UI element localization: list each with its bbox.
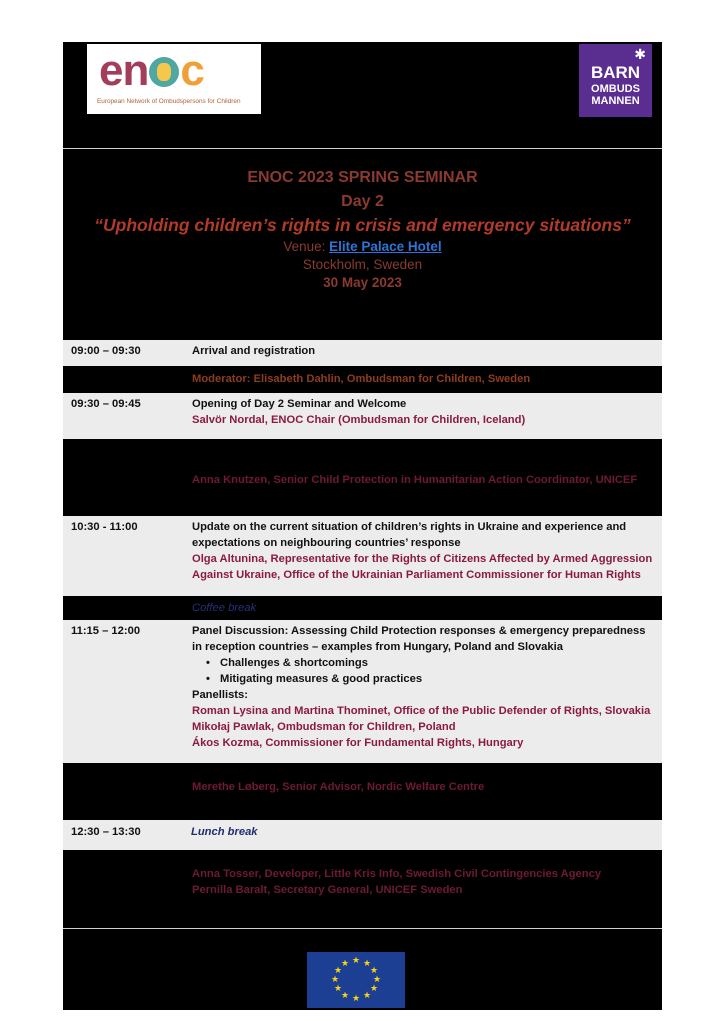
title-block <box>63 149 662 339</box>
row-speaker: Anna Knutzen, Senior Child Protection in Humanitarian Action Coordinator, UNICEF <box>192 474 638 486</box>
date: 30 May 2023 <box>323 275 402 290</box>
row-title: Update on the current situation of children’s rights in Ukraine and experience and expectations on neighbouring countries’ response <box>192 521 627 549</box>
enoc-logo-mark: en c <box>99 46 204 95</box>
panellist: Roman Lysina and Martina Thominet, Office of the Public Defender of Rights, Slovakia <box>192 705 651 717</box>
divider <box>63 928 662 929</box>
row-speaker: Salvör Nordal, ENOC Chair (Ombudsman for Children, Iceland) <box>192 414 526 426</box>
panel-topics <box>192 655 654 687</box>
row-speaker: Pernilla Baralt, Secretary General, UNICEF Sweden <box>192 884 463 896</box>
schedule-row-ukraine <box>63 516 662 596</box>
venue-link[interactable]: Elite Palace Hotel <box>329 239 442 254</box>
day-label: Day 2 <box>341 193 384 210</box>
row-title: Opening of Day 2 Seminar and Welcome <box>192 398 407 410</box>
row-time: 11:15 – 12:00 <box>71 625 141 637</box>
row-content <box>192 519 654 583</box>
location: Stockholm, Sweden <box>302 257 423 272</box>
schedule-row-panel <box>63 620 662 763</box>
row-time: 12:30 – 13:30 <box>71 826 141 838</box>
moderator-row <box>63 366 662 392</box>
row-content <box>192 396 654 428</box>
barn-logo-line3: MANNEN <box>591 95 640 107</box>
coffee-break-row <box>63 596 662 620</box>
coffee-break-text: Coffee break <box>192 602 257 614</box>
row-title: Arrival and registration <box>192 345 316 357</box>
panellists-label: Panellists: <box>192 689 248 701</box>
barnombudsmannen-logo <box>579 44 652 117</box>
venue-label: Venue: <box>283 239 330 254</box>
row-content <box>192 623 654 751</box>
star-icon: ✱ <box>634 46 646 62</box>
schedule-row-final <box>63 850 662 928</box>
row-speakers <box>192 866 654 898</box>
enoc-logo-subtitle: European Network of Ombudspersons for Children <box>97 98 241 105</box>
venue <box>63 239 662 254</box>
eu-flag-icon: ★ ★ ★ ★ ★ ★ ★ ★ ★ ★ ★ ★ <box>307 952 405 1008</box>
programme-page <box>63 42 662 1010</box>
row-speaker: Anna Tosser, Developer, Little Kris Info, Swedish Civil Contingencies Agency <box>192 868 602 880</box>
schedule-row-knutzen <box>63 440 662 516</box>
list-item: • Mitigating measures & good practices <box>220 671 654 687</box>
schedule-row-opening <box>63 393 662 439</box>
row-time: 09:00 – 09:30 <box>71 345 141 357</box>
row-time: 09:30 – 09:45 <box>71 398 141 410</box>
enoc-logo <box>87 44 261 114</box>
list-item: • Challenges & shortcomings <box>220 655 654 671</box>
panellist: Mikołaj Pawlak, Ombudsman for Children, Poland <box>192 721 456 733</box>
schedule-row-loberg <box>63 763 662 820</box>
seminar-theme: “Upholding children’s rights in crisis and emergency situations” <box>94 215 631 235</box>
row-speaker: Merethe Løberg, Senior Advisor, Nordic Welfare Centre <box>192 781 485 793</box>
panellist: Ákos Kozma, Commissioner for Fundamental Rights, Hungary <box>192 737 524 749</box>
row-title: Lunch break <box>191 826 258 838</box>
barn-logo-line1: BARN <box>590 63 641 82</box>
seminar-title: ENOC 2023 SPRING SEMINAR <box>247 169 478 186</box>
schedule-row-lunch <box>63 820 662 850</box>
barn-logo-line2: OMBUDS <box>591 83 640 95</box>
row-title: Panel Discussion: Assessing Child Protection responses & emergency preparedness in reception countries – examples from Hungary, Poland and Slovakia <box>192 625 646 653</box>
header <box>63 42 662 148</box>
schedule-row-arrival <box>63 340 662 366</box>
row-time: 10:30 - 11:00 <box>71 521 138 533</box>
row-speaker: Olga Altunina, Representative for the Rights of Citizens Affected by Armed Aggression Against Ukraine, Office of the Ukrainian Parliament Commissioner for Human Rights <box>192 553 653 581</box>
moderator-text: Moderator: Elisabeth Dahlin, Ombudsman for Children, Sweden <box>192 373 531 385</box>
